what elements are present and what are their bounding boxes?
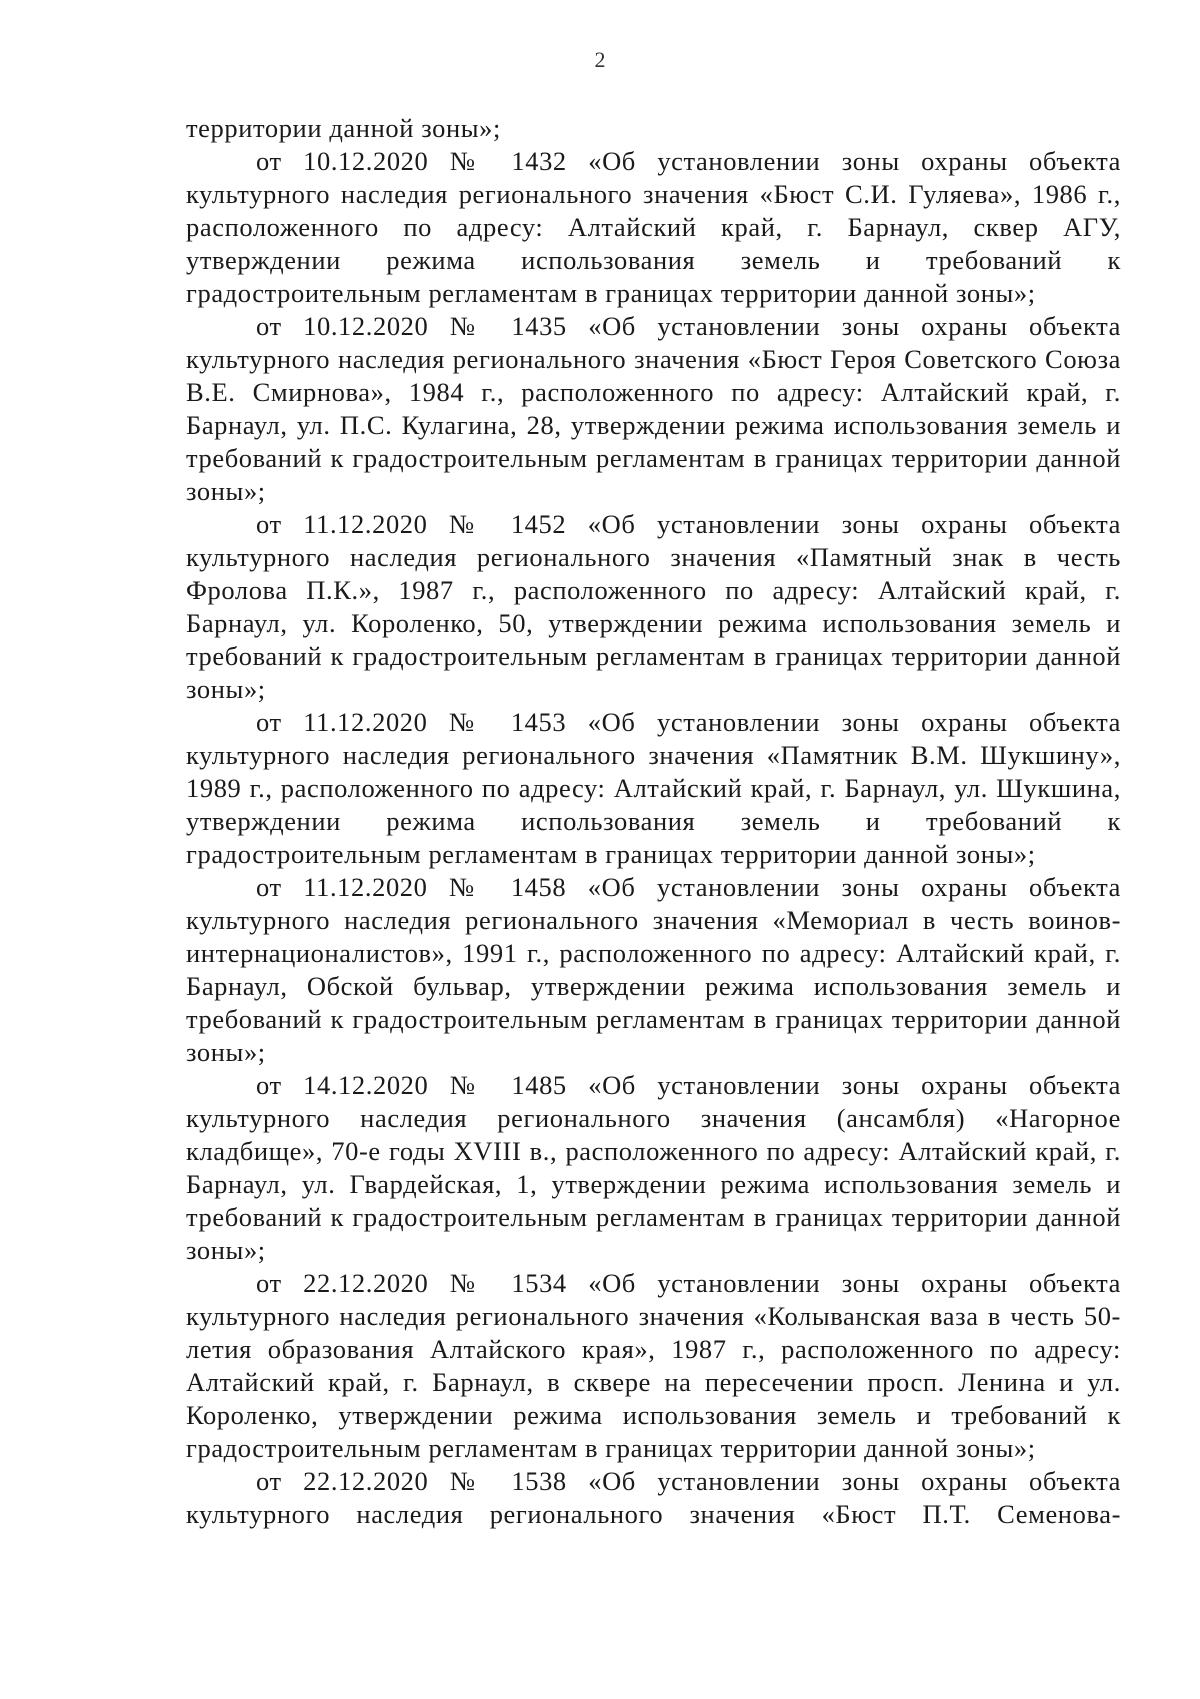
text-line: культурного наследия регионального значения (ансамбля) «Нагорное: [186, 1103, 1121, 1133]
text-line: использования земель и требований к градостроительным регламентам: [186, 410, 1122, 473]
list-item-decree-1432: [186, 145, 1121, 310]
list-item-decree-1435: [186, 310, 1121, 508]
text-line: и требований к градостроительным регламентам в границах территории: [186, 608, 1121, 671]
text-line: требований к градостроительным регламентам в границах территории: [186, 806, 1121, 869]
text-line: от 11.12.2020 № 1452 «Об установлении зоны охраны объекта: [256, 509, 1121, 539]
text-line: Алтайский край, г. Барнаул, Обской бульвар, утверждении режима: [186, 938, 1121, 1001]
text-line: данной зоны»;: [864, 1433, 1036, 1463]
text-line: Ленина и ул. Короленко, утверждении режима использования земель и: [186, 1367, 1121, 1430]
text-line: данной зоны»;: [186, 641, 1121, 704]
text-line: по адресу: Алтайский край, г. Барнаул, в сквере на пересечении просп.: [186, 1334, 1121, 1397]
text-line: воинов-интернационалистов», 1991 г., расположенного по адресу:: [186, 905, 1121, 968]
text-line: земель и требований к градостроительным регламентам в границах: [186, 1169, 1121, 1232]
document-body: [186, 112, 1121, 1531]
text-line: в границах территории данной зоны»;: [186, 1004, 1121, 1067]
text-line: от 10.12.2020 № 1435 «Об установлении зоны охраны объекта: [256, 311, 1121, 341]
list-item-decree-1485: [186, 1069, 1121, 1267]
text-line: от 22.12.2020 № 1538 «Об установлении зоны охраны объекта: [256, 1466, 1121, 1496]
list-item-decree-1458: [186, 871, 1121, 1069]
text-line: от 11.12.2020 № 1458 «Об установлении зоны охраны объекта: [256, 872, 1121, 902]
text-line: культурного наследия регионального значения «Памятник: [186, 740, 899, 770]
text-line: требований к градостроительным регламентам в границах территории: [186, 1400, 1121, 1463]
text-line: культурного наследия регионального значения «Бюст П.Т. Семенова-: [186, 1499, 1121, 1529]
text-line: от 22.12.2020 № 1534 «Об установлении зоны охраны объекта: [256, 1268, 1121, 1298]
text-line: культурного наследия регионального значения «Бюст С.И. Гуляева»,: [186, 179, 1022, 209]
text-line: культурного наследия регионального значения «Памятный знак в честь: [186, 542, 1121, 572]
text-line: территории данной зоны»;: [186, 113, 501, 143]
text-line: г. Барнаул, ул. Гвардейская, 1, утверждении режима использования: [186, 1136, 1121, 1199]
text-line: культурного наследия регионального значения «Бюст Героя Советского: [186, 344, 1038, 374]
text-line: градостроительным регламентам в границах территории данной зоны»;: [186, 278, 1036, 308]
text-line: от 11.12.2020 № 1453 «Об установлении зоны охраны объекта: [256, 707, 1121, 737]
text-line: Союза В.Е. Смирнова», 1984 г., расположенного по адресу: Алтайский: [186, 344, 1121, 407]
text-line: В.М. Шукшину», 1989 г., расположенного по адресу: Алтайский край, г.: [186, 740, 1121, 803]
paragraph-continuation: [186, 112, 1121, 145]
text-line: г. Барнаул, ул. Короленко, 50, утверждении режима использования земель: [186, 575, 1121, 638]
text-line: кладбище», 70-е годы XVIII в., расположенного по адресу: Алтайский край,: [186, 1136, 1098, 1166]
list-item-decree-1453: [186, 706, 1121, 871]
text-line: Барнаул, ул. Шукшина, утверждении режима использования земель и: [186, 773, 1121, 836]
text-line: от 14.12.2020 № 1485 «Об установлении зоны охраны объекта: [256, 1070, 1121, 1100]
text-line: территории данной зоны»;: [186, 1202, 1121, 1265]
text-line: от 10.12.2020 № 1432 «Об установлении зоны охраны объекта: [256, 146, 1121, 176]
text-line: Фролова П.К.», 1987 г., расположенного по адресу: Алтайский край,: [186, 575, 1087, 605]
text-line: культурного наследия регионального значения «Колыванская ваза в: [186, 1301, 1002, 1331]
list-item-decree-1538: [186, 1465, 1121, 1531]
text-line: утверждении режима использования земель и требований к: [186, 245, 1121, 275]
list-item-decree-1534: [186, 1267, 1121, 1465]
text-line: в границах территории данной зоны»;: [186, 443, 1121, 506]
text-line: использования земель и требований к градостроительным регламентам: [186, 971, 1121, 1034]
page-number: 2: [594, 47, 606, 72]
text-line: культурного наследия регионального значения «Мемориал в честь: [186, 905, 1015, 935]
text-line: 1986 г., расположенного по адресу: Алтайский край, г. Барнаул, сквер АГУ,: [186, 179, 1121, 242]
text-line: данной зоны»;: [864, 839, 1036, 869]
list-item-decree-1452: [186, 508, 1121, 706]
text-line: край, г. Барнаул, ул. П.С. Кулагина, 28, утверждении режима: [186, 377, 1121, 440]
text-line: честь 50-летия образования Алтайского края», 1987 г., расположенного: [186, 1301, 1121, 1364]
